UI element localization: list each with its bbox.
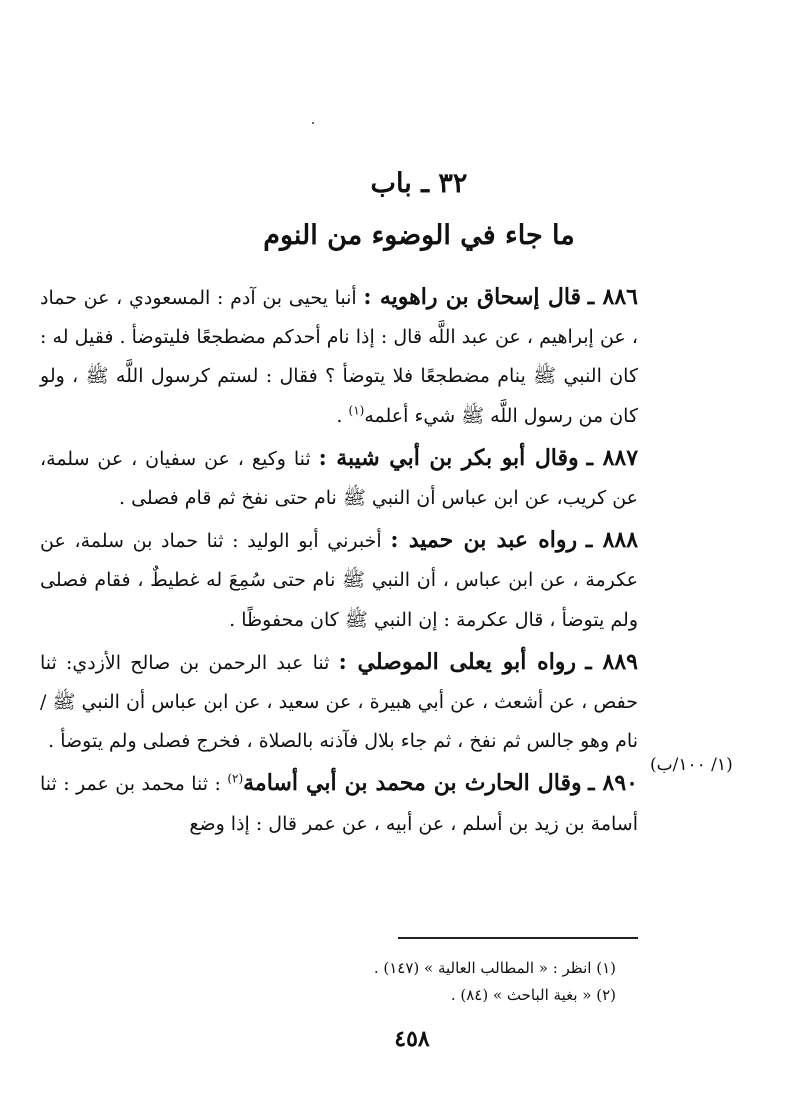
hadith-tail: . bbox=[336, 404, 349, 427]
hadith-text: أخبرني أبو الوليد : ثنا حماد بن سلمة، عن عكرمة ، عن ابن عباس ، أن النبي ﷺ نام حتى سُمِعَ له غطيطٌ ، فقام فصلى ولم يتوضأ ، قال عكرمة : إن النبي ﷺ كان محفوظًا . bbox=[40, 530, 638, 631]
hadith-number: ٨٨٧ ـ bbox=[586, 444, 639, 471]
footnote-marker: (١) bbox=[348, 403, 365, 418]
hadith-source: رواه أبو يعلى الموصلي : bbox=[338, 648, 577, 675]
footnote-1: (١) انظر : « المطالب العالية » (١٤٧) . bbox=[373, 959, 616, 977]
hadith-number: ٨٨٨ ـ bbox=[585, 527, 639, 554]
hadith-text: أنبا يحيى بن آدم : المسعودي ، عن حماد ، عن إبراهيم ، عن عبد اللَّه قال : إذا نام أحدكم مضطجعًا فليتوضأ . فقيل له : كان النبي ﷺ ينام مضطجعًا فلا يتوضأ ؟ فقال : لستم كرسول اللَّه ﷺ ، ولو كان من رسول اللَّه ﷺ شيء أعلمه bbox=[40, 287, 638, 427]
hadith-number: ٨٨٦ ـ bbox=[587, 284, 638, 310]
hadith-887 bbox=[40, 439, 638, 519]
hadith-text-body bbox=[40, 278, 638, 845]
footnote-separator bbox=[398, 937, 638, 939]
hadith-source: وقال أبو بكر بن أبي شيبة : bbox=[318, 444, 579, 471]
hadith-text: : ثنا محمد بن عمر : ثنا أسامة بن زيد بن أسلم ، عن أبيه ، عن عمر قال : إذا وضع bbox=[40, 773, 638, 835]
hadith-source: وقال الحارث بن محمد بن أبي أسامة bbox=[243, 770, 582, 797]
hadith-source: قال إسحاق بن راهويه : bbox=[363, 284, 582, 310]
hadith-number: ٨٩٠ ـ bbox=[588, 770, 638, 797]
hadith-889 bbox=[40, 643, 638, 763]
page-number: ٤٥٨ bbox=[394, 1026, 430, 1052]
footnotes bbox=[300, 955, 616, 1009]
printing-speck bbox=[312, 122, 314, 124]
chapter-title: ما جاء في الوضوء من النوم bbox=[263, 220, 575, 251]
footnote-marker: (٢) bbox=[227, 772, 244, 787]
hadith-890 bbox=[40, 764, 638, 844]
hadith-886 bbox=[40, 278, 638, 437]
hadith-888 bbox=[40, 521, 638, 641]
footnote-2: (٢) « بغية الباحث » (٨٤) . bbox=[450, 986, 616, 1004]
hadith-text: ثنا وكيع ، عن سفيان ، عن سلمة، عن كريب، عن ابن عباس أن النبي ﷺ نام حتى نفخ ثم قام فصلى . bbox=[40, 447, 638, 510]
hadith-text: ثنا عبد الرحمن بن صالح الأزدي: ثنا حفص ، عن أشعث ، عن أبي هبيرة ، عن سعيد ، عن ابن عباس أن النبي ﷺ /نام وهو جالس ثم نفخ ، ثم جاء بلال فآذنه بالصلاة ، فخرج فصلى ولم يتوضأ . bbox=[40, 651, 638, 753]
margin-manuscript-reference: (١/ ١٠٠/ب) bbox=[650, 755, 733, 775]
hadith-source: رواه عبد بن حميد : bbox=[390, 527, 578, 554]
chapter-number: ٣٢ ـ باب bbox=[370, 168, 468, 199]
hadith-number: ٨٨٩ ـ bbox=[585, 648, 638, 675]
